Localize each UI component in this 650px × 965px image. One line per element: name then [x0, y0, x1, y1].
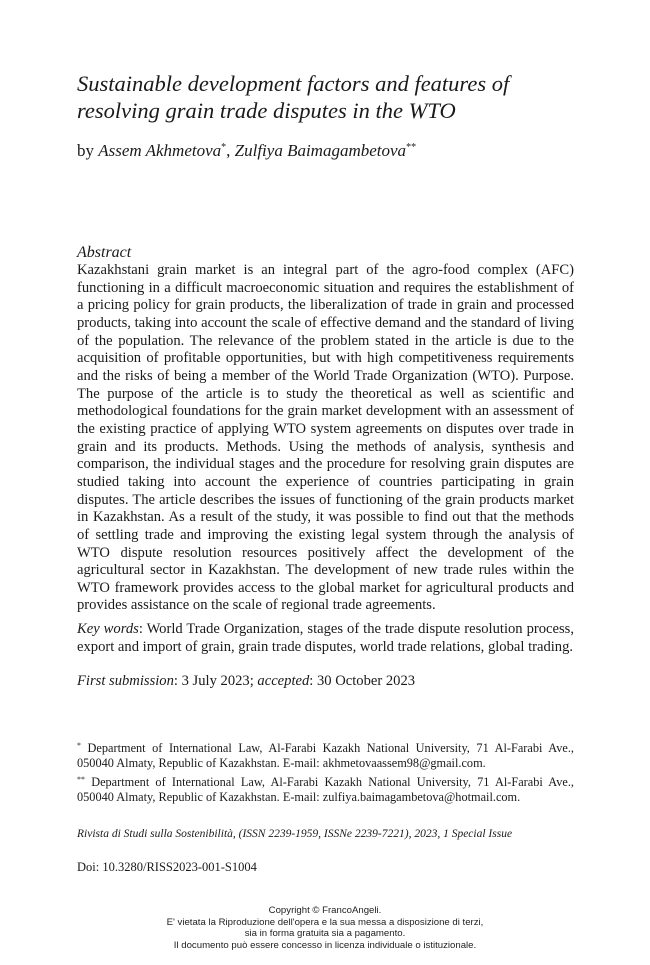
copyright-line: sia in forma gratuita sia a pagamento. — [244, 928, 406, 940]
submission-dates — [77, 673, 415, 691]
first-submission-label: First submission — [77, 673, 174, 689]
author-name: Zulfiya Baimagambetova — [234, 141, 407, 160]
copyright-line: Copyright © FrancoAngeli. — [268, 905, 382, 916]
copyright-notice — [0, 905, 650, 952]
copyright-line: E' vietata la Riproduzione dell'opera e la sua messa a disposizione di terzi, — [166, 916, 484, 928]
footnote — [77, 772, 574, 806]
first-submission-date: : 3 July 2023; — [173, 673, 258, 689]
footnote-marker: ** — [406, 142, 417, 153]
accepted-date: : 30 October 2023 — [309, 673, 416, 689]
author-name: Assem Akhmetova — [98, 141, 222, 160]
abstract-heading: Abstract — [77, 244, 132, 261]
footnote — [77, 738, 574, 772]
author-separator: , — [226, 141, 235, 160]
footnote-text: Department of International Law, Al-Farabi Kazakh National University, 71 Al-Farabi Ave., 050040 Almaty, Republic of Kazakhstan. E-mail: zulfiya.baimagambetova@hotmail.com. — [77, 774, 574, 804]
byline-prefix: by — [77, 141, 99, 160]
footnote-marker: * — [221, 142, 227, 153]
abstract-text: Kazakhstani grain market is an integral part of the agro-food complex (AFC) functioning in a difficult macroeconomic situation and requires the establishment of a pricing policy for grain products, the liberalization of trade in grain and processed products, taking into account the scale of effective demand and the standard of living of the population. The relevance of the problem stated in the article is due to the acquisition of profitable opportunities, but with high competitiveness requirements and the risks of being a member of the World Trade Organization (WTO). Purpose. The purpose of the article is to study the theoretical as well as scientific and methodological foundations for the grain market development with an assessment of the existing practice of applying WTO system agreements on disputes over trade in grain and its products. Methods. Using the methods of analysis, synthesis and comparison, the individual stages and the procedure for resolving grain disputes are studied taking into account the experience of countries participating in grain disputes. The article describes the issues of functioning of the grain products market in Kazakhstan. As a result of the study, it was possible to find out that the methods of settling trade and improving the existing legal system through the analysis of WTO dispute resolution resources positively affect the development of the agricultural sector in Kazakhstan. The development of new trade rules within the WTO framework provides access to the global market for agricultural products and provides assistance on the scale of regional trade agreements. — [77, 262, 574, 614]
byline — [77, 138, 416, 161]
copyright-line: Il documento può essere concesso in licenza individuale o istituzionale. — [173, 940, 477, 952]
footnote-marker: * — [77, 741, 81, 750]
journal-citation: Rivista di Studi sulla Sostenibilità, (ISSN 2239-1959, ISSNe 2239-7221), 2023, 1 Special Issue — [77, 828, 513, 840]
footnote-text: Department of International Law, Al-Farabi Kazakh National University, 71 Al-Farabi Ave., 050040 Almaty, Republic of Kazakhstan. E-mail: akhmetovaassem98@gmail.com. — [77, 741, 574, 771]
keywords-label: Key words — [77, 621, 139, 637]
footnotes — [77, 738, 574, 805]
article-title: Sustainable development factors and features of resolving grain trade disputes in the WTO — [77, 71, 510, 123]
footnote-marker: ** — [77, 774, 85, 784]
keywords — [77, 621, 574, 656]
keywords-text: World Trade Organization, stages of the trade dispute resolution process, export and import of grain, grain trade disputes, world trade relations, global trading. — [77, 621, 574, 655]
accepted-label: accepted — [257, 673, 310, 689]
keywords-colon: : — [138, 621, 147, 637]
doi: Doi: 10.3280/RISS2023-001-S1004 — [77, 860, 257, 874]
